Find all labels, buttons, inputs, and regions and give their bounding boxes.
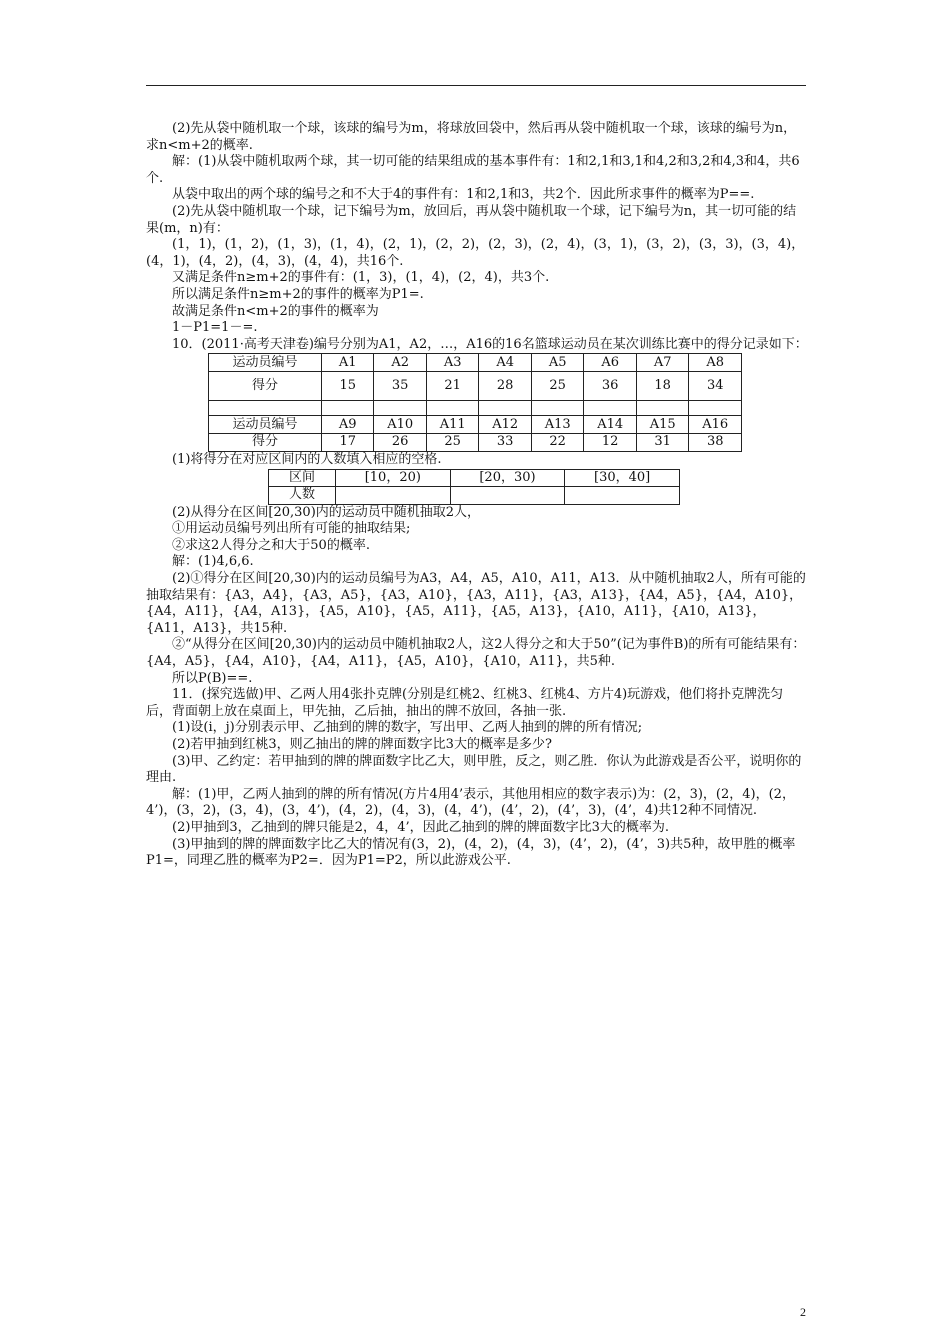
interval-table <box>268 469 680 505</box>
table-cell: A4 <box>479 354 532 372</box>
table-cell: 15 <box>322 372 374 401</box>
paragraph: 解：(1)从袋中随机取两个球，其一切可能的结果组成的基本事件有：1和2,1和3,1和4,2和3,2和4,3和4，共6个. <box>146 154 800 186</box>
table-cell: 运动员编号 <box>209 416 322 434</box>
paragraph: (2)先从袋中随机取一个球，记下编号为m，放回后，再从袋中随机取一个球，记下编号为n，其一切可能的结果(m，n)有： <box>146 203 797 236</box>
table-cell: A12 <box>479 416 532 434</box>
table-cell: 21 <box>426 372 479 401</box>
score-table <box>208 353 742 452</box>
table-cell: A16 <box>689 416 742 434</box>
table-cell: A1 <box>322 354 374 372</box>
table-cell: A3 <box>426 354 479 372</box>
page-number: 2 <box>800 1305 806 1319</box>
table-row <box>209 372 742 401</box>
table-cell <box>479 401 532 416</box>
paragraph: 10．(2011·高考天津卷)编号分别为A1，A2，…，A16的16名篮球运动员在某次训练比赛中的得分记录如下： <box>172 336 808 352</box>
table-cell: 运动员编号 <box>209 354 322 372</box>
table-cell: 38 <box>689 434 742 452</box>
table-cell: A15 <box>636 416 689 434</box>
table-cell <box>336 487 451 505</box>
table-cell: A9 <box>322 416 374 434</box>
page-content <box>146 121 808 870</box>
table-row <box>269 487 680 505</box>
paragraph: (2)若甲抽到红桃3，则乙抽出的牌的牌面数字比3大的概率是多少? <box>172 737 552 752</box>
header-rule <box>146 85 806 86</box>
paragraph: 解：(1)4,6,6. <box>172 554 254 570</box>
paragraph: (2)①得分在区间[20,30)内的运动员编号为A3，A4，A5，A10，A11，A13．从中随机抽取2人，所有可能的抽取结果有：{A3，A4}，{A3，A5}，{A3，A10}，{A3，A11}，{A3，A13}，{A4，A5}，{A4，A10}，{A4，A11}，{A4，A13}，{A5，A10}，{A5，A11}，{A5，A13}，{A10，A11}，{A10，A13}，{A11，A13}，共15种. <box>146 571 806 636</box>
paragraph: ②求这2人得分之和大于50的概率. <box>172 537 370 553</box>
paragraph: 又满足条件n≥m+2的事件有：(1，3)，(1，4)，(2，4)，共3个. <box>172 270 550 286</box>
table-cell: 25 <box>531 372 584 401</box>
table-cell: 得分 <box>209 434 322 452</box>
table-cell <box>450 487 565 505</box>
table-cell <box>322 401 374 416</box>
table-cell: 17 <box>322 434 374 452</box>
table-cell: [20，30) <box>450 469 565 487</box>
table-cell: 34 <box>689 372 742 401</box>
paragraph: 11．(探究选做)甲、乙两人用4张扑克牌(分别是红桃2、红桃3、红桃4、方片4)玩游戏，他们将扑克牌洗匀后，背面朝上放在桌面上，甲先抽，乙后抽，抽出的牌不放回，各抽一张. <box>146 687 784 719</box>
paragraph: (1)设(i，j)分别表示甲、乙抽到的牌的数字，写出甲、乙两人抽到的牌的所有情况; <box>172 720 643 736</box>
table-cell: 35 <box>374 372 427 401</box>
paragraph: (2)甲抽到3，乙抽到的牌只能是2，4，4’，因此乙抽到的牌的牌面数字比3大的概率为. <box>172 819 670 835</box>
table-cell <box>531 401 584 416</box>
table-cell: A7 <box>636 354 689 372</box>
table-cell: A14 <box>584 416 637 434</box>
table-cell: A13 <box>531 416 584 434</box>
table-cell: 22 <box>531 434 584 452</box>
table-cell: A8 <box>689 354 742 372</box>
table-cell: 12 <box>584 434 637 452</box>
table-cell: 36 <box>584 372 637 401</box>
table-cell: 25 <box>426 434 479 452</box>
paragraph: ②“从得分在区间[20,30)内的运动员中随机抽取2人，这2人得分之和大于50”(记为事件B)的所有可能结果有：{A4，A5}，{A4，A10}，{A4，A11}，{A5，A10}，{A10，A11}，共5种. <box>146 637 806 670</box>
table-cell <box>584 401 637 416</box>
table-cell: A11 <box>426 416 479 434</box>
table-cell: [30，40] <box>565 469 680 487</box>
table-cell: 33 <box>479 434 532 452</box>
paragraph: (1)将得分在对应区间内的人数填入相应的空格. <box>172 451 442 467</box>
paragraph: 所以P(B)==. <box>172 670 253 686</box>
table-cell: 28 <box>479 372 532 401</box>
paragraph: 故满足条件n<m+2的事件的概率为 <box>172 303 379 319</box>
table-cell: 31 <box>636 434 689 452</box>
paragraph: 解：(1)甲，乙两人抽到的牌的所有情况(方片4用4’表示，其他用相应的数字表示)为：(2，3)，(2，4)，(2，4’)，(3，2)，(3，4)，(3，4’)，(4，2)，(4，3)，(4，4’)，(4’，2)，(4’，3)，(4’，4)共12种不同情况. <box>146 786 795 819</box>
table-cell: 人数 <box>269 487 336 505</box>
table-cell: 18 <box>636 372 689 401</box>
table-row <box>209 434 742 452</box>
table-cell: A5 <box>531 354 584 372</box>
table-cell: A2 <box>374 354 427 372</box>
table-cell: 26 <box>374 434 427 452</box>
paragraph: (2)先从袋中随机取一个球，该球的编号为m，将球放回袋中，然后再从袋中随机取一个球，该球的编号为n，求n<m+2的概率. <box>146 121 797 153</box>
paragraph: (1，1)，(1，2)，(1，3)，(1，4)，(2，1)，(2，2)，(2，3)，(2，4)，(3，1)，(3，2)，(3，3)，(3，4)，(4，1)，(4，2)，(4，3)，(4，4)，共16个. <box>146 237 805 269</box>
table-cell: 得分 <box>209 372 322 401</box>
paragraph: ①用运动员编号列出所有可能的抽取结果; <box>172 521 411 537</box>
table-cell <box>426 401 479 416</box>
paragraph: 1－P1=1－=. <box>172 320 258 336</box>
table-cell: A10 <box>374 416 427 434</box>
table-row <box>209 401 742 416</box>
table-row <box>269 469 680 487</box>
table-row <box>209 354 742 372</box>
table-cell <box>636 401 689 416</box>
paragraph: 所以满足条件n≥m+2的事件的概率为P1=. <box>172 286 424 302</box>
paragraph: 从袋中取出的两个球的编号之和不大于4的事件有：1和2,1和3，共2个．因此所求事件的概率为P==. <box>172 187 755 203</box>
table-row <box>209 416 742 434</box>
table-cell: [10，20) <box>336 469 451 487</box>
table-cell: 区间 <box>269 469 336 487</box>
paragraph: (3)甲、乙约定：若甲抽到的牌的牌面数字比乙大，则甲胜，反之，则乙胜．你认为此游戏是否公平，说明你的理由. <box>146 753 802 786</box>
table-cell <box>374 401 427 416</box>
paragraph: (2)从得分在区间[20,30)内的运动员中随机抽取2人， <box>172 504 481 520</box>
paragraph: (3)甲抽到的牌的牌面数字比乙大的情况有(3，2)，(4，2)，(4，3)，(4’，2)，(4’，3)共5种，故甲胜的概率P1=，同理乙胜的概率为P2=．因为P1=P2，所以此游戏公平. <box>146 836 796 869</box>
table-cell <box>689 401 742 416</box>
table-cell: A6 <box>584 354 637 372</box>
table-cell <box>565 487 680 505</box>
table-cell <box>209 401 322 416</box>
